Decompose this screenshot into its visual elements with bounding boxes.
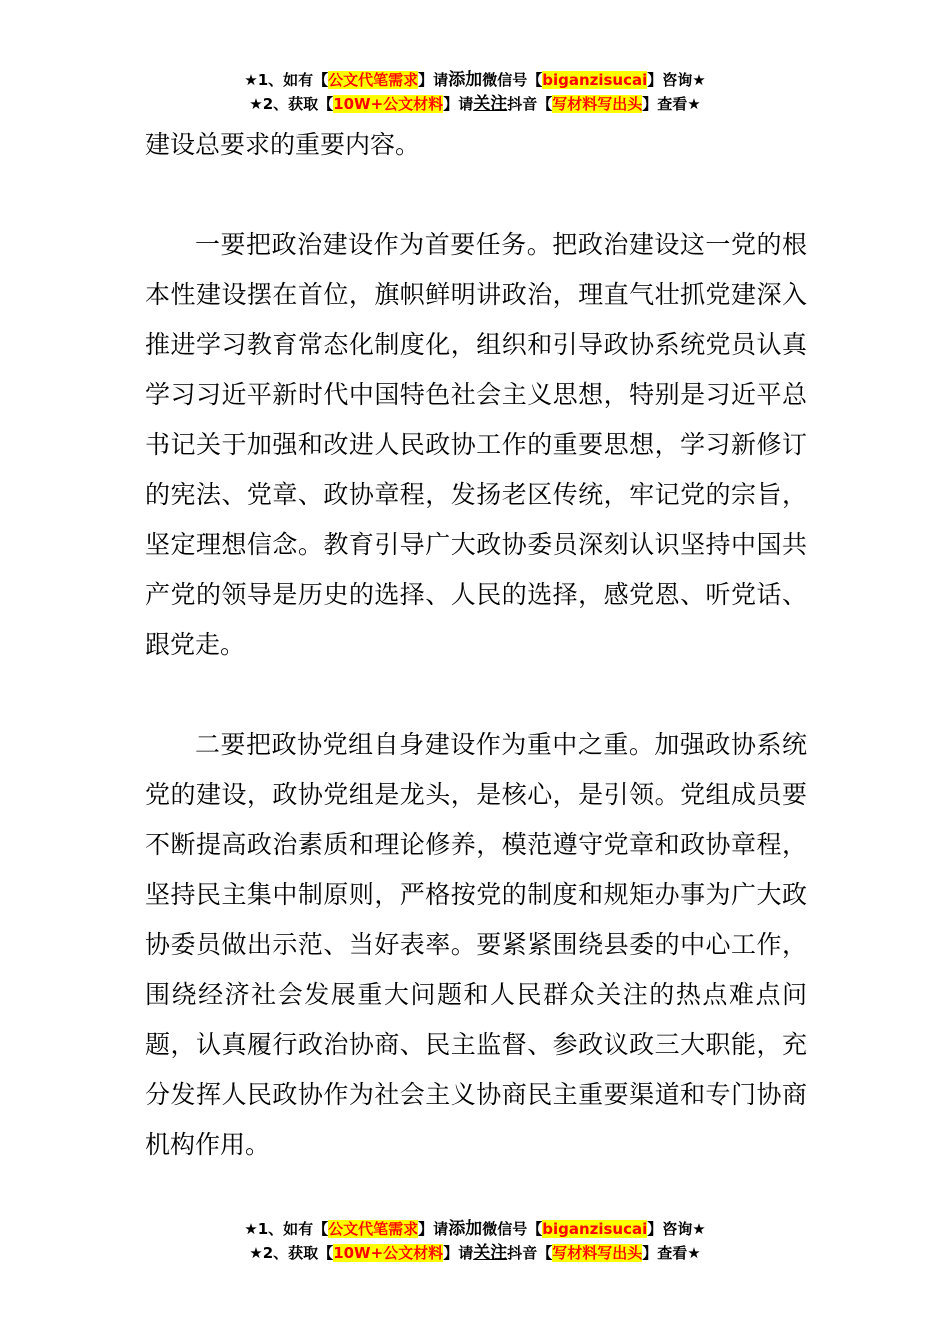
banner-text: 】请 (443, 95, 474, 113)
highlight-service: 公文代笔需求 (328, 1220, 419, 1238)
highlight-wechat-id: biganzisucai (542, 71, 648, 89)
banner-text: 】请 (443, 1244, 474, 1262)
banner-text: 抖音【 (507, 1244, 553, 1262)
paragraph-party-group-building: 二要把政协党组自身建设作为重中之重。加强政协系统党的建设，政协党组是龙头，是核心，是引领。党组成员要不断提高政治素质和理论修养，模范遵守党章和政协章程，坚持民主集中制原则，严格按党的制度和规矩办事为广大政协委员做出示范、当好表率。要紧紧围绕县委的中心工作，围绕经济社会发展重大问题和人民群众关注的热点难点问题，认真履行政治协商、民主监督、参政议政三大职能，充分发挥人民政协作为社会主义协商民主重要渠道和专门协商机构作用。 (145, 730, 807, 1159)
banner-line-1 (0, 1217, 950, 1241)
banner-line-2 (0, 1241, 950, 1265)
banner-text: ★2、获取【 (249, 95, 334, 113)
highlight-douyin-account: 写材料写出头 (552, 95, 643, 113)
banner-text: 】咨询★ (647, 71, 706, 89)
continuation-text: 建设总要求的重要内容。 (145, 130, 421, 159)
banner-line-2 (0, 92, 950, 116)
banner-text: ★1、如有【 (244, 71, 329, 89)
banner-text: 】查看★ (642, 1244, 701, 1262)
highlight-wechat-id: biganzisucai (542, 1220, 648, 1238)
header-banner (0, 68, 950, 116)
banner-emphasis: 添加 (448, 70, 483, 90)
banner-text: ★1、如有【 (244, 1220, 329, 1238)
banner-text: 】请 (418, 1220, 449, 1238)
banner-text: 抖音【 (507, 95, 553, 113)
highlight-materials: 10W+公文材料 (333, 95, 444, 113)
highlight-service: 公文代笔需求 (328, 71, 419, 89)
banner-emphasis: 关注 (473, 94, 508, 114)
banner-emphasis: 添加 (448, 1219, 483, 1239)
banner-text: ★2、获取【 (249, 1244, 334, 1262)
footer-banner (0, 1217, 950, 1265)
banner-text: 】查看★ (642, 95, 701, 113)
banner-line-1 (0, 68, 950, 92)
paragraph-gap (145, 170, 807, 220)
banner-emphasis: 关注 (473, 1243, 508, 1263)
document-body (145, 120, 807, 1170)
banner-text: 微信号【 (482, 1220, 543, 1238)
banner-text: 微信号【 (482, 71, 543, 89)
banner-text: 】请 (418, 71, 449, 89)
highlight-douyin-account: 写材料写出头 (552, 1244, 643, 1262)
paragraph-political-building: 一要把政治建设作为首要任务。把政治建设这一党的根本性建设摆在首位，旗帜鲜明讲政治，理直气壮抓党建深入推进学习教育常态化制度化，组织和引导政协系统党员认真学习习近平新时代中国特色社会主义思想，特别是习近平总书记关于加强和改进人民政协工作的重要思想，学习新修订的宪法、党章、政协章程，发扬老区传统，牢记党的宗旨，坚定理想信念。教育引导广大政协委员深刻认识坚持中国共产党的领导是历史的选择、人民的选择，感党恩、听党话、跟党走。 (145, 230, 807, 659)
banner-text: 】咨询★ (647, 1220, 706, 1238)
highlight-materials: 10W+公文材料 (333, 1244, 444, 1262)
paragraph-gap (145, 670, 807, 720)
